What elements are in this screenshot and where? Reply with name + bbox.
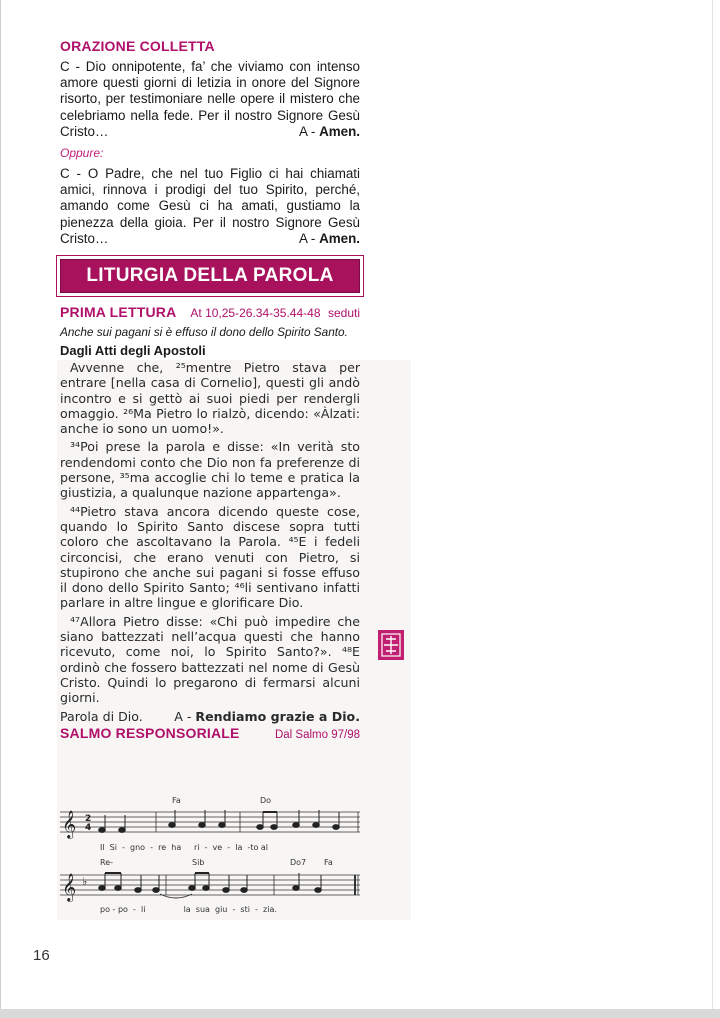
closing-text: Parola di Dio.	[60, 708, 143, 724]
prima-lettura-reference: At 10,25-26.34-35.44-48	[190, 306, 321, 320]
chord-label: Sib	[192, 858, 205, 867]
response-prefix: A -	[298, 123, 320, 139]
prima-lettura-posture: seduti	[327, 306, 360, 320]
svg-text:𝄞: 𝄞	[62, 873, 77, 901]
salmo-reference: Dal Salmo 97/98	[274, 729, 360, 741]
reading-paragraph-4: ⁴⁷Allora Pietro disse: «Chi può impedire che siano battezzati nell’acqua questi che hanno ricevuto, come noi, lo Spirito Santo?». ⁴⁸E ordinò che fossero battezzati nel nome di Gesù Cristo. Quindi lo pregarono di fermarsi alcuni giorni.	[60, 613, 360, 706]
page-number: 16	[33, 947, 50, 964]
prima-lettura-heading: PRIMA LETTURA	[60, 304, 177, 320]
orazione-section	[60, 38, 360, 247]
orazione-response-2	[299, 231, 360, 247]
reading-paragraph-1: Avvenne che, ²⁵mentre Pietro stava per entrare [nella casa di Cornelio], questi gli andò incontro e si gettò ai suoi piedi per rendergli omaggio. ²⁶Ma Pietro lo rialzò, dicendo: «Àlzati: anche io sono un uomo!».	[60, 360, 360, 437]
orazione-text-1	[60, 59, 360, 140]
prima-lettura-header	[60, 304, 360, 320]
page-right-edge	[712, 0, 713, 1010]
reading-closing	[60, 709, 360, 724]
svg-text:2: 2	[85, 814, 92, 824]
prima-lettura-source: Dagli Atti degli Apostoli	[60, 343, 206, 358]
orazione-heading: ORAZIONE COLLETTA	[60, 38, 215, 54]
response-prefix: A -	[298, 230, 320, 246]
chord-label: Do7	[290, 858, 307, 867]
prima-lettura-subtitle: Anche sui pagani si è effuso il dono dello Spirito Santo.	[60, 325, 348, 339]
reading-paragraph-2: ³⁴Poi prese la parola e disse: «In verità sto rendendomi conto che Dio non fa preferenze di persone, ³⁵ma accoglie chi lo teme e pratica la giustizia, a qualunque nazione appartenga».	[60, 439, 360, 501]
page-left-edge	[0, 0, 1, 1010]
response-rendiamo: Rendiamo grazie a Dio.	[195, 708, 360, 724]
orazione-text-2	[60, 166, 360, 247]
response-prefix: A -	[174, 708, 196, 724]
orazione-prayer-2: C - O Padre, che nel tuo Figlio ci hai chiamati amici, rinnova i prodigi del tuo Spirito, perché, amando come Gesù ci ha amati, gustiamo la pienezza della gioia. Per il nostro Signore Gesù Cristo…	[60, 166, 360, 246]
lyrics-line-1: Il Si - gno - re ha ri - ve - la -to al	[100, 843, 269, 852]
orazione-response-1	[299, 124, 360, 140]
chord-label: Do	[260, 796, 272, 805]
response-amen: Amen.	[319, 230, 360, 246]
prima-lettura-body	[60, 360, 360, 724]
response-amen: Amen.	[319, 123, 360, 139]
liturgia-banner: LITURGIA DELLA PAROLA	[60, 259, 360, 293]
svg-text:𝄞: 𝄞	[62, 810, 77, 838]
music-staff-svg	[60, 790, 365, 915]
oppure-label: Oppure:	[60, 146, 104, 161]
prima-lettura-section	[60, 304, 360, 724]
salmo-header	[60, 725, 360, 741]
closing-response	[174, 709, 360, 724]
orazione-prayer-1: C - Dio onnipotente, fa’ che viviamo con intenso amore questi giorni di letizia in onore del Signore risorto, per testimoniare nelle opere il mistero che celebriamo nella fede. Per il nostro Signore Gesù Cristo…	[60, 59, 360, 139]
lyrics-line-2: po - po - li la sua giu - sti - zia.	[100, 905, 277, 914]
chord-label: Fa	[172, 796, 181, 805]
music-score	[60, 790, 365, 915]
chord-label: Re-	[100, 858, 114, 867]
svg-text:4: 4	[85, 823, 92, 833]
cross-emblem-icon	[378, 630, 404, 660]
reading-paragraph-3: ⁴⁴Pietro stava ancora dicendo queste cose, quando lo Spirito Santo discese sopra tutti coloro che ascoltavano la Parola. ⁴⁵E i fedeli circoncisi, che erano venuti con Pietro, si stupirono che anche sui pagani si fosse effuso il dono dello Spirito Santo; ⁴⁶li sentivano infatti parlare in altre lingue e glorificare Dio.	[60, 503, 360, 611]
svg-text:♭: ♭	[82, 875, 88, 888]
salmo-heading: SALMO RESPONSORIALE	[60, 725, 240, 741]
chord-label: Fa	[324, 858, 333, 867]
bottom-bar	[0, 1009, 720, 1018]
